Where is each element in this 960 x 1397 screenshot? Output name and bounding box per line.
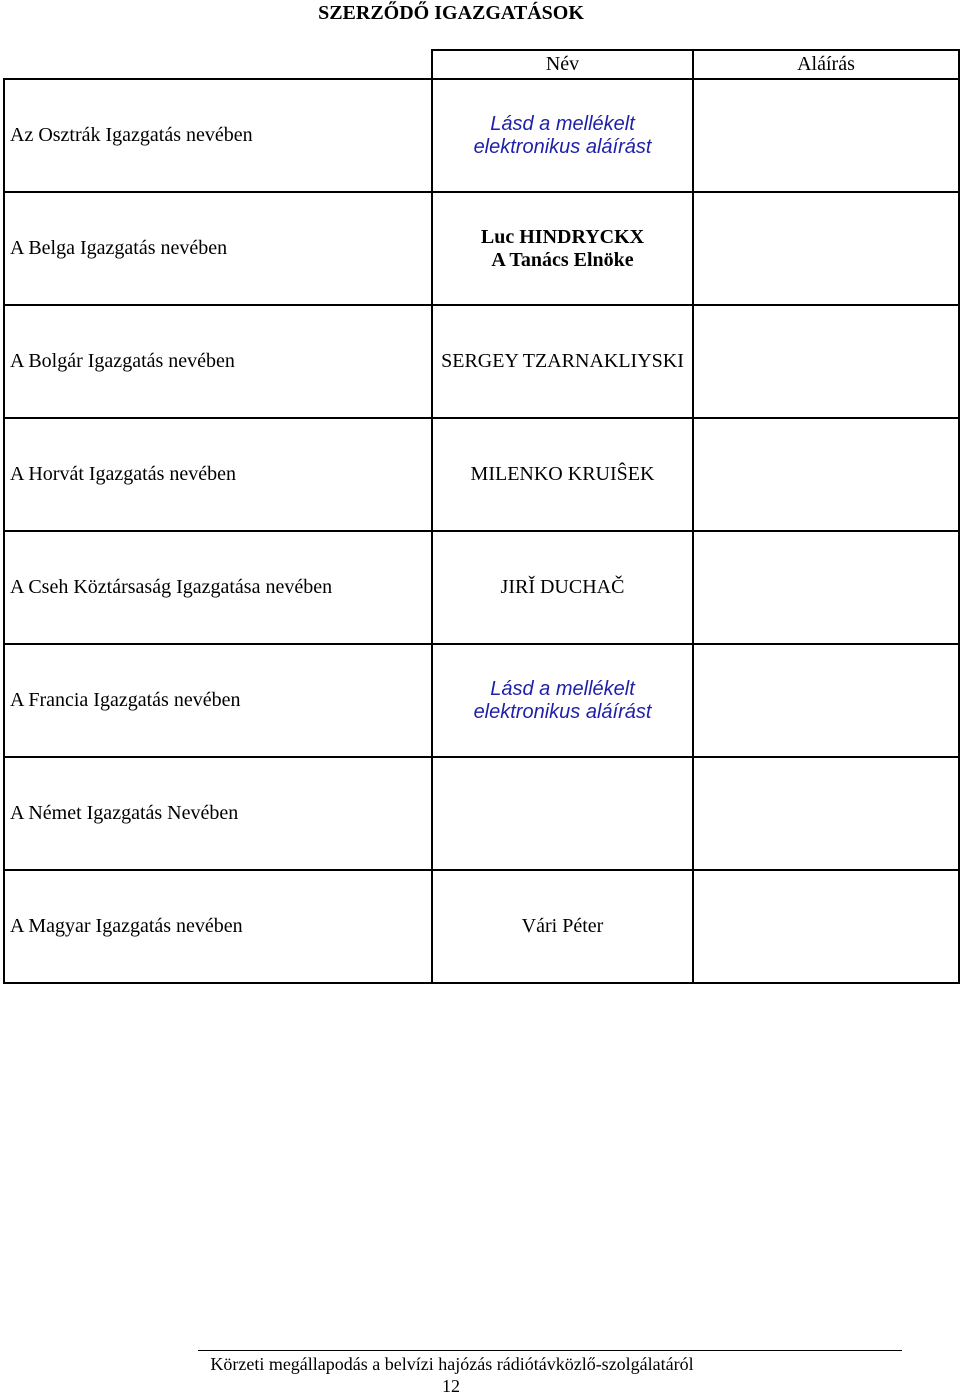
name-cell xyxy=(432,531,693,644)
signature-cell xyxy=(693,305,959,418)
administration-cell: A Német Igazgatás Nevében xyxy=(4,757,432,870)
table-row xyxy=(4,305,959,418)
signature-cell xyxy=(693,79,959,192)
name-cell xyxy=(432,79,693,192)
table-row xyxy=(4,644,959,757)
footer-divider xyxy=(198,1350,902,1351)
name-cell xyxy=(432,644,693,757)
name-cell xyxy=(432,418,693,531)
name-line: Lásd a mellékelt xyxy=(490,112,635,135)
signature-cell xyxy=(693,644,959,757)
name-line: JIRǏ DUCHAČ xyxy=(500,576,625,598)
table-row xyxy=(4,531,959,644)
signature-cell xyxy=(693,870,959,983)
name-line: elektronikus aláírást xyxy=(473,135,652,158)
header-blank-cell xyxy=(4,50,432,79)
signature-cell xyxy=(693,757,959,870)
table-row xyxy=(4,192,959,305)
administration-cell: A Magyar Igazgatás nevében xyxy=(4,870,432,983)
column-header-name: Név xyxy=(432,50,693,79)
column-header-signature: Aláírás xyxy=(693,50,959,79)
page-title: SZERZŐDŐ IGAZGATÁSOK xyxy=(318,2,584,24)
name-line: elektronikus aláírást xyxy=(473,700,652,723)
table-row xyxy=(4,757,959,870)
name-cell xyxy=(432,870,693,983)
name-line: MILENKO KRUIŜEK xyxy=(470,463,655,485)
administration-cell: A Belga Igazgatás nevében xyxy=(4,192,432,305)
administration-cell: Az Osztrák Igazgatás nevében xyxy=(4,79,432,192)
administration-cell: A Cseh Köztársaság Igazgatása nevében xyxy=(4,531,432,644)
name-cell xyxy=(432,192,693,305)
signature-cell xyxy=(693,531,959,644)
name-line: A Tanács Elnöke xyxy=(491,248,634,271)
page-number: 12 xyxy=(442,1376,460,1396)
name-cell xyxy=(432,757,693,870)
name-line: Vári Péter xyxy=(521,915,604,937)
name-cell xyxy=(432,305,693,418)
signature-cell xyxy=(693,192,959,305)
signatory-table xyxy=(3,49,960,984)
footer-text: Körzeti megállapodás a belvízi hajózás rádiótávközlő-szolgálatáról xyxy=(210,1354,694,1374)
administration-cell: A Bolgár Igazgatás nevében xyxy=(4,305,432,418)
administration-cell: A Francia Igazgatás nevében xyxy=(4,644,432,757)
table-row xyxy=(4,79,959,192)
name-line: SERGEY TZARNAKLIYSKI xyxy=(441,350,684,372)
administration-cell: A Horvát Igazgatás nevében xyxy=(4,418,432,531)
table-header-row xyxy=(4,50,959,79)
table-row xyxy=(4,870,959,983)
name-line: Luc HINDRYCKX xyxy=(480,225,645,248)
signature-cell xyxy=(693,418,959,531)
name-line: Lásd a mellékelt xyxy=(490,677,635,700)
table-row xyxy=(4,418,959,531)
